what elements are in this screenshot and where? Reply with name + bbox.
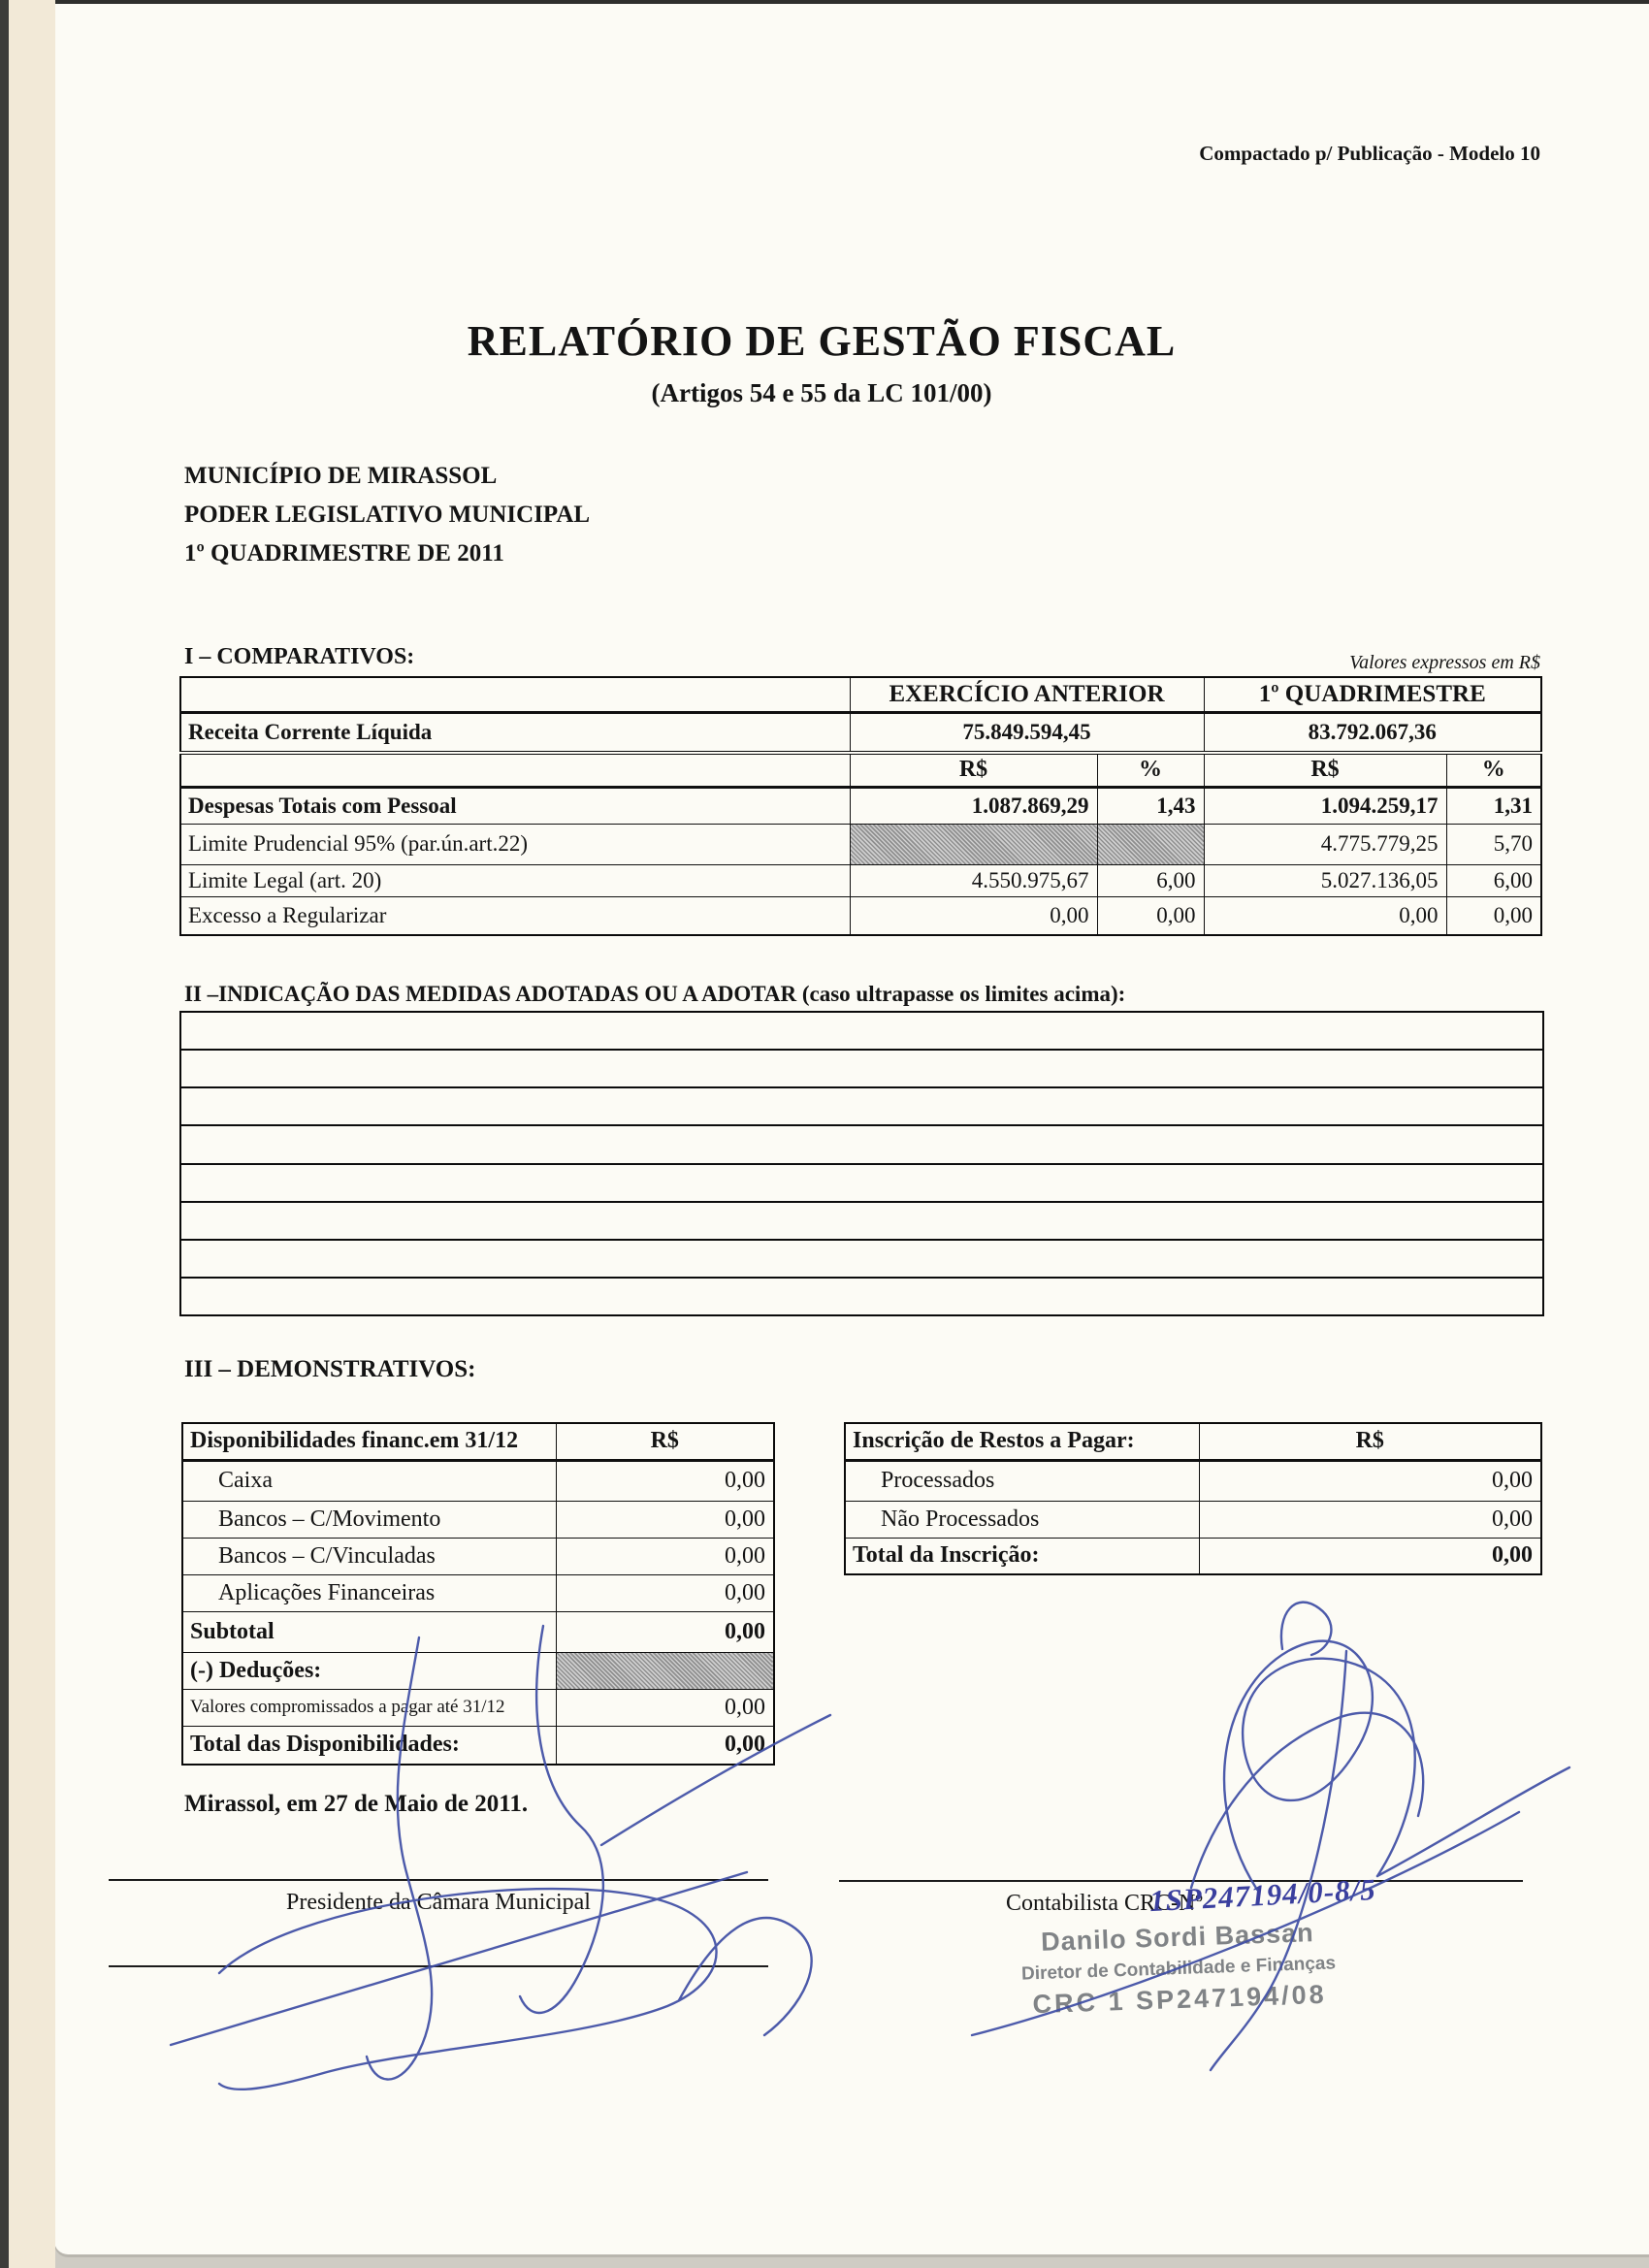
row-label: Total da Inscrição:	[845, 1538, 1199, 1574]
rcl-label: Receita Corrente Líquida	[180, 712, 850, 753]
shaded-cell	[1097, 824, 1204, 864]
scan-margin-strip	[9, 0, 55, 2268]
row-label: Total das Disponibilidades:	[182, 1726, 556, 1765]
accountant-stamp	[973, 1916, 1383, 2023]
row-aplicacoes	[182, 1574, 774, 1611]
signature-line-president	[109, 1879, 768, 1881]
cell-value: 0,00	[556, 1689, 774, 1726]
row-label: Processados	[845, 1460, 1199, 1501]
row-bancos-vinculadas	[182, 1538, 774, 1574]
availability-header-row	[182, 1423, 774, 1460]
rcl-curr-value: 83.792.067,36	[1204, 712, 1541, 753]
row-despesas	[180, 787, 1541, 824]
cell-value: 4.775.779,25	[1204, 824, 1446, 864]
row-label: Limite Legal (art. 20)	[180, 864, 850, 896]
currency-header: R$	[556, 1423, 774, 1460]
cell-value: 1.087.869,29	[850, 787, 1097, 824]
row-label: Não Processados	[845, 1501, 1199, 1538]
row-caixa	[182, 1460, 774, 1501]
cell-value: 1,43	[1097, 787, 1204, 824]
cell-value: 0,00	[1199, 1460, 1541, 1501]
row-label: Despesas Totais com Pessoal	[180, 787, 850, 824]
section2-heading: II –INDICAÇÃO DAS MEDIDAS ADOTADAS OU A ADOTAR (caso ultrapasse os limites acima):	[184, 982, 1126, 1006]
col-exercicio-anterior: EXERCÍCIO ANTERIOR	[850, 677, 1204, 712]
empty-subheader-cell	[180, 753, 850, 787]
report-title: RELATÓRIO DE GESTÃO FISCAL	[467, 317, 1177, 365]
rcl-prev-value: 75.849.594,45	[850, 712, 1204, 753]
cell-value: 0,00	[850, 896, 1097, 935]
row-label: Bancos – C/Movimento	[182, 1501, 556, 1538]
row-label: Limite Prudencial 95% (par.ún.art.22)	[180, 824, 850, 864]
row-valores-compromissados	[182, 1689, 774, 1726]
shaded-cell	[850, 824, 1097, 864]
cell-value: 0,00	[556, 1460, 774, 1501]
measures-empty-box	[179, 1011, 1544, 1316]
subheader-rs-1: R$	[850, 753, 1097, 787]
row-deducoes	[182, 1652, 774, 1689]
section1-heading: I – COMPARATIVOS:	[184, 644, 415, 669]
stamp-crc: CRC 1 SP247194/08	[1032, 1979, 1328, 2020]
cell-value: 0,00	[556, 1726, 774, 1765]
report-subtitle: (Artigos 54 e 55 da LC 101/00)	[651, 378, 992, 407]
row-processados	[845, 1460, 1541, 1501]
entity-branch: PODER LEGISLATIVO MUNICIPAL	[184, 502, 591, 528]
subheader-pct-1: %	[1097, 753, 1204, 787]
group-header-row	[180, 677, 1541, 712]
handwritten-crc-number: 1SP247194/0-8/5	[1148, 1871, 1377, 1919]
cell-value: 0,00	[1446, 896, 1541, 935]
comparatives-table	[179, 676, 1542, 936]
signature-line-secondary	[109, 1965, 768, 1967]
cell-value: 0,00	[556, 1611, 774, 1652]
row-limite-legal	[180, 864, 1541, 896]
scan-edge-left	[0, 0, 9, 2268]
row-bancos-movimento	[182, 1501, 774, 1538]
cell-value: 6,00	[1097, 864, 1204, 896]
empty-header-cell	[180, 677, 850, 712]
row-total-disponibilidades	[182, 1726, 774, 1765]
cell-value: 0,00	[1199, 1501, 1541, 1538]
cell-value: 1,31	[1446, 787, 1541, 824]
president-signature-label: Presidente da Câmara Municipal	[286, 1890, 591, 1915]
currency-header: R$	[1199, 1423, 1541, 1460]
row-label: Caixa	[182, 1460, 556, 1501]
cell-value: 4.550.975,67	[850, 864, 1097, 896]
empty-line	[181, 1203, 1542, 1241]
shaded-cell	[556, 1652, 774, 1689]
row-label: Bancos – C/Vinculadas	[182, 1538, 556, 1574]
availability-table	[181, 1422, 775, 1766]
accountant-signature-label: Contabilista CRC-Nº	[1006, 1891, 1203, 1916]
row-label: Valores compromissados a pagar até 31/12	[182, 1689, 556, 1726]
cell-value: 0,00	[556, 1574, 774, 1611]
cell-value: 1.094.259,17	[1204, 787, 1446, 824]
row-total-inscricao	[845, 1538, 1541, 1574]
cell-value: 0,00	[1199, 1538, 1541, 1574]
row-limite-prudencial	[180, 824, 1541, 864]
cell-value: 0,00	[1204, 896, 1446, 935]
table-title: Disponibilidades financ.em 31/12	[182, 1423, 556, 1460]
empty-line	[181, 1241, 1542, 1279]
empty-line	[181, 1051, 1542, 1088]
empty-line	[181, 1165, 1542, 1203]
corner-note: Compactado p/ Publicação - Modelo 10	[1199, 142, 1540, 165]
row-label: (-) Deduções:	[182, 1652, 556, 1689]
cell-value: 0,00	[556, 1538, 774, 1574]
empty-line	[181, 1126, 1542, 1164]
cell-value: 0,00	[556, 1501, 774, 1538]
empty-line	[181, 1088, 1542, 1126]
restos-a-pagar-table	[844, 1422, 1542, 1575]
col-primeiro-quadrimestre: 1º QUADRIMESTRE	[1204, 677, 1541, 712]
section3-heading: III – DEMONSTRATIVOS:	[184, 1356, 476, 1382]
rcl-row	[180, 712, 1541, 753]
scan-edge-top	[0, 0, 1649, 4]
subheader-pct-2: %	[1446, 753, 1541, 787]
empty-line	[181, 1013, 1542, 1051]
row-nao-processados	[845, 1501, 1541, 1538]
row-excesso	[180, 896, 1541, 935]
restos-header-row	[845, 1423, 1541, 1460]
subheader-row	[180, 753, 1541, 787]
stamp-role: Diretor de Contabilidade e Finanças	[1020, 1953, 1337, 1985]
row-label: Excesso a Regularizar	[180, 896, 850, 935]
entity-block	[184, 457, 590, 573]
table-title: Inscrição de Restos a Pagar:	[845, 1423, 1199, 1460]
cell-value: 5,70	[1446, 824, 1541, 864]
empty-line	[181, 1279, 1542, 1314]
cell-value: 5.027.136,05	[1204, 864, 1446, 896]
row-label: Subtotal	[182, 1611, 556, 1652]
date-line: Mirassol, em 27 de Maio de 2011.	[184, 1791, 529, 1817]
subheader-rs-2: R$	[1204, 753, 1446, 787]
stamp-name: Danilo Sordi Bassan	[1040, 1918, 1315, 1957]
entity-period: 1º QUADRIMESTRE DE 2011	[184, 540, 504, 567]
cell-value: 0,00	[1097, 896, 1204, 935]
row-label: Aplicações Financeiras	[182, 1574, 556, 1611]
row-subtotal	[182, 1611, 774, 1652]
cell-value: 6,00	[1446, 864, 1541, 896]
entity-municipality: MUNICÍPIO DE MIRASSOL	[184, 463, 498, 489]
currency-note: Valores expressos em R$	[1349, 652, 1540, 673]
